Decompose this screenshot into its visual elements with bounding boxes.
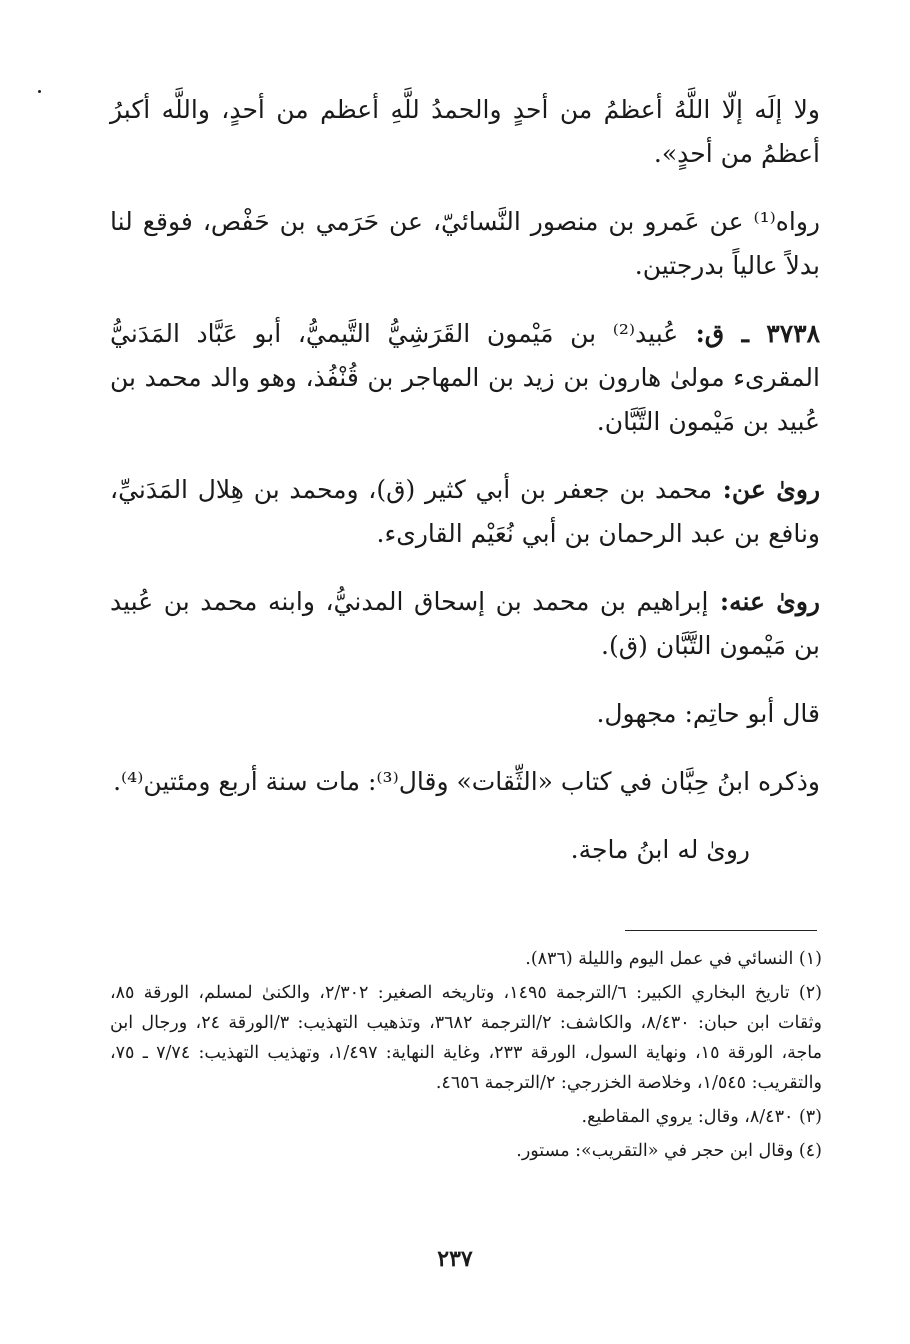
paragraph-narrated-from: [110, 468, 820, 556]
footnote-3: (٣) ٨/٤٣٠، وقال: يروي المقاطيع.: [581, 1107, 822, 1127]
page-number: ٢٣٧: [437, 1246, 473, 1272]
paragraph-abu-hatim: قال أبو حاتِم: مجهول.: [596, 699, 820, 728]
paragraph-hadith-end: ولا إلَه إلّا اللَّهُ أعظمُ من أحدٍ والحمدُ للَّهِ أعظم من أحدٍ، واللَّه أكبرُ أعظمُ من أحدٍ».: [110, 95, 820, 168]
footnotes: [110, 944, 822, 1170]
footnote-2: (٢) تاريخ البخاري الكبير: ٦/الترجمة ١٤٩٥، وتاريخه الصغير: ٢/٣٠٢، والكنىٰ لمسلم، الورقة ٨٥، وثقات ابن حبان: ٨/٤٣٠، والكاشف: ٢/الترجمة ٣٦٨٢، وتذهيب التهذيب: ٣/الورقة ٢٤، ورجال ابن ماجة، الورقة ١٥، ونهاية السول، الورقة ٢٣٣، وغاية النهاية: ١/٤٩٧، وتهذيب التهذيب: ٧/٧٤ ـ ٧٥، والتقريب: ١/٥٤٥، وخلاصة الخزرجي: ٢/الترجمة ٤٦٥٦.: [110, 983, 822, 1093]
main-text: [110, 88, 820, 896]
footnote-separator: [625, 930, 817, 931]
paragraph-narrated-by: [110, 580, 820, 668]
paragraph-ibn-majah: روىٰ له ابنُ ماجة.: [570, 835, 750, 864]
entry-number: ٣٧٣٨ ـ ق:: [678, 319, 820, 348]
narrated-from-label: روىٰ عن:: [712, 475, 821, 504]
narrated-by-text: إبراهيم بن محمد بن إسحاق المدنيُّ، وابنه محمد بن عُبيد بن مَيْمون التَّبَّان (ق).: [110, 587, 820, 660]
footnote-1: (١) النسائي في عمل اليوم والليلة (٨٣٦).: [525, 949, 822, 969]
stray-mark: [38, 90, 41, 93]
footnote-4: (٤) وقال ابن حجر في «التقريب»: مستور.: [516, 1141, 822, 1161]
paragraph-ibn-hibban: وذكره ابنُ حِبَّان في كتاب «الثِّقات» وقال⁽³⁾: مات سنة أربع ومئتين⁽⁴⁾.: [113, 767, 820, 796]
entry-text: عُبيد⁽²⁾ بن مَيْمون القَرَشِيُّ التَّيميُّ، أبو عَبَّاد المَدَنيُّ المقرىء مولىٰ هارون بن زيد بن المهاجر بن قُنْفُذ، وهو والد محمد بن عُبيد بن مَيْمون التَّبَّان.: [110, 319, 820, 436]
narrated-from-text: محمد بن جعفر بن أبي كثير (ق)، ومحمد بن هِلال المَدَنيِّ، ونافع بن عبد الرحمان بن أبي نُعَيْم القارىء.: [110, 475, 820, 548]
paragraph-entry: [110, 312, 820, 444]
paragraph-narration: رواه⁽¹⁾ عن عَمرو بن منصور النَّسائيّ، عن حَرَمي بن حَفْص، فوقع لنا بدلاً عالياً بدرجتين.: [110, 207, 820, 280]
narrated-by-label: روىٰ عنه:: [708, 587, 820, 616]
